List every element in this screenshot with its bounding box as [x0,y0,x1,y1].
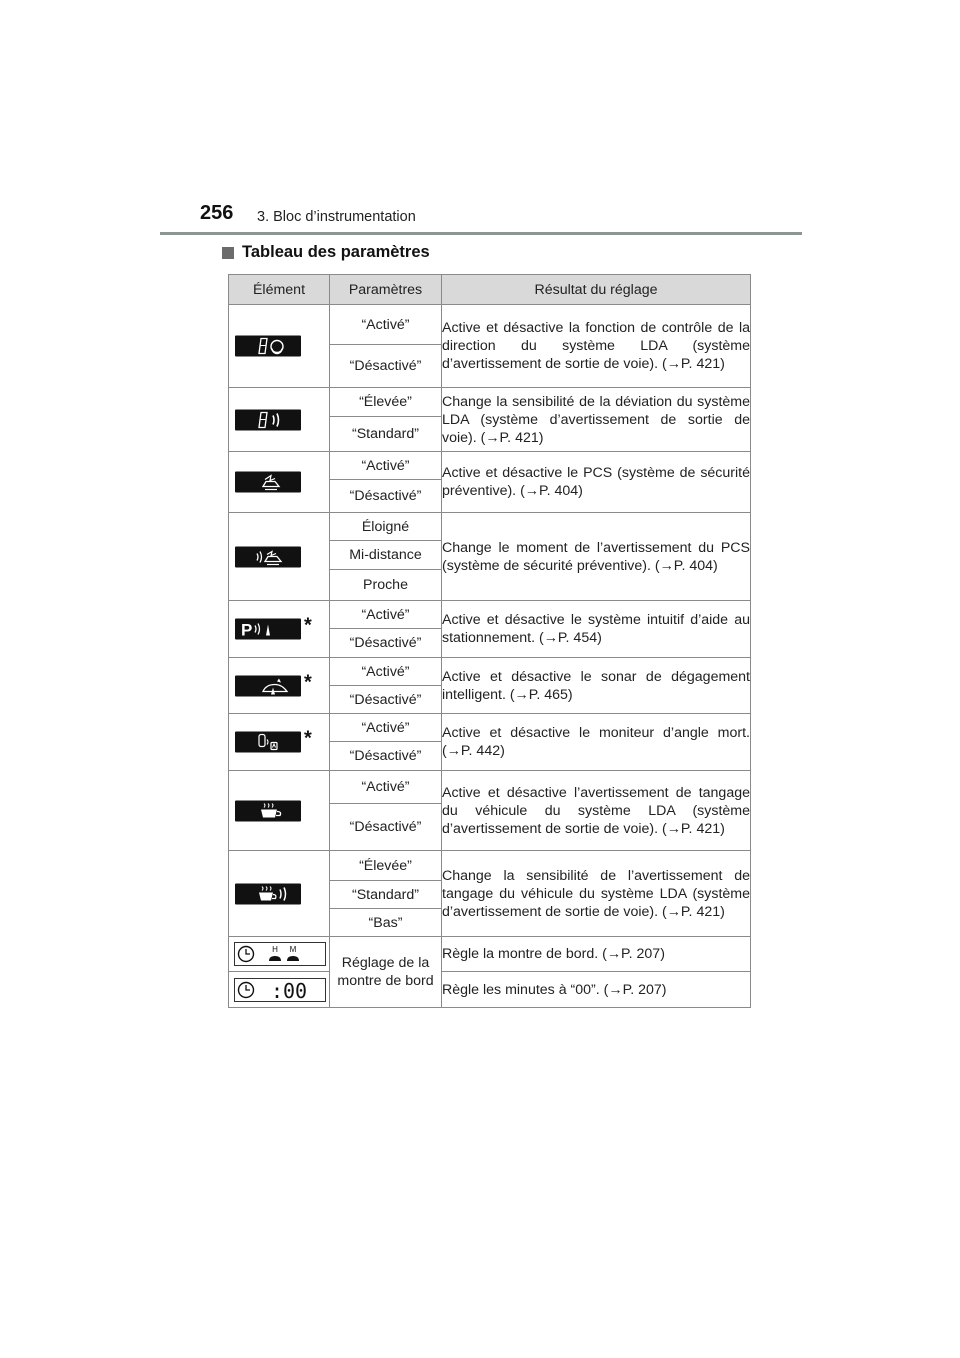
sway-sensitivity-icon [235,883,301,904]
table-row [229,388,751,417]
blind-spot-monitor-icon [235,732,301,753]
clock-minutes-reset-display [234,978,326,1002]
param-value: “Désactivé” [330,804,442,851]
param-value: Mi-distance [330,541,442,570]
hours-label: H [272,945,278,954]
param-value: “Bas” [330,909,442,937]
table-row [229,513,751,541]
result-text: Change le moment de l’avertissement du PCS (système de sécurité préventive). (→P. 404) [442,513,751,601]
param-value: “Désactivé” [330,345,442,388]
section-title: Tableau des paramètres [242,243,430,261]
chapter-title: 3. Bloc d’instrumentation [257,209,416,225]
minutes-label: M [289,945,297,954]
header-element: Élément [229,275,330,305]
footnote-star: * [304,614,312,637]
result-text: Active et désactive le moniteur d’angle mort. (→P. 442) [442,714,751,771]
sway-warning-icon [235,800,301,821]
result-text: Active et désactive le sonar de dégagement intelligent. (→P. 465) [442,658,751,714]
table-row [229,658,751,686]
table-row [229,972,751,1008]
param-value: Éloigné [330,513,442,541]
param-value: “Désactivé” [330,629,442,658]
result-text: Active et désactive le système intuitif d’aide au stationnement. (→P. 454) [442,601,751,658]
param-value: “Élevée” [330,388,442,417]
section-heading [222,243,430,262]
param-value: “Désactivé” [330,742,442,771]
pcs-timing-icon [235,546,301,567]
param-value: “Standard” [330,417,442,452]
page-number: 256 [200,202,234,224]
lda-sensitivity-icon [235,409,301,430]
param-value: Proche [330,570,442,601]
footnote-star: * [304,671,312,694]
result-text: Active et désactive le PCS (système de sécurité préventive). (→P. 404) [442,452,751,513]
lda-system-icon [235,336,301,357]
result-text: Active et désactive l’avertissement de tangage du véhicule du système LDA (système d’avertissement de sortie de voie). (→P. 421) [442,771,751,851]
result-text: Active et désactive la fonction de contrôle de la direction du système LDA (système d’avertissement de sortie de voie). (→P. 421) [442,305,751,388]
table-row [229,851,751,881]
header-result: Résultat du réglage [442,275,751,305]
parking-assist-icon [235,619,301,640]
clock-hm-display [234,942,326,966]
footnote-star: * [304,727,312,750]
result-text: Règle la montre de bord. (→P. 207) [442,937,751,972]
param-value: “Élevée” [330,851,442,881]
settings-table [228,274,751,1008]
param-value: “Désactivé” [330,686,442,714]
clearance-sonar-icon [235,675,301,696]
clock-param: Réglage de la montre de bord [330,937,442,1008]
svg-text:P: P [241,620,253,640]
table-row [229,601,751,629]
square-bullet-icon [222,247,234,259]
table-row [229,305,751,345]
result-text: Règle les minutes à “00”. (→P. 207) [442,972,751,1008]
param-value: “Activé” [330,771,442,804]
header-parameters: Paramètres [330,275,442,305]
clock-digits: :00 [270,978,308,1001]
result-text: Change la sensibilité de la déviation du système LDA (système d’avertissement de sortie de voie). (→P. 421) [442,388,751,452]
param-value: “Standard” [330,881,442,909]
result-text: Change la sensibilité de l’avertissement de tangage du véhicule du système LDA (système d’avertissement de sortie de voie). (→P. 421) [442,851,751,937]
header-rule [160,232,802,235]
table-row [229,714,751,742]
param-value: “Activé” [330,658,442,686]
table-row [229,937,751,972]
param-value: “Désactivé” [330,480,442,513]
table-row [229,452,751,480]
pcs-icon [235,472,301,493]
param-value: “Activé” [330,714,442,742]
param-value: “Activé” [330,305,442,345]
table-header-row [229,275,751,305]
table-row [229,771,751,804]
param-value: “Activé” [330,452,442,480]
param-value: “Activé” [330,601,442,629]
